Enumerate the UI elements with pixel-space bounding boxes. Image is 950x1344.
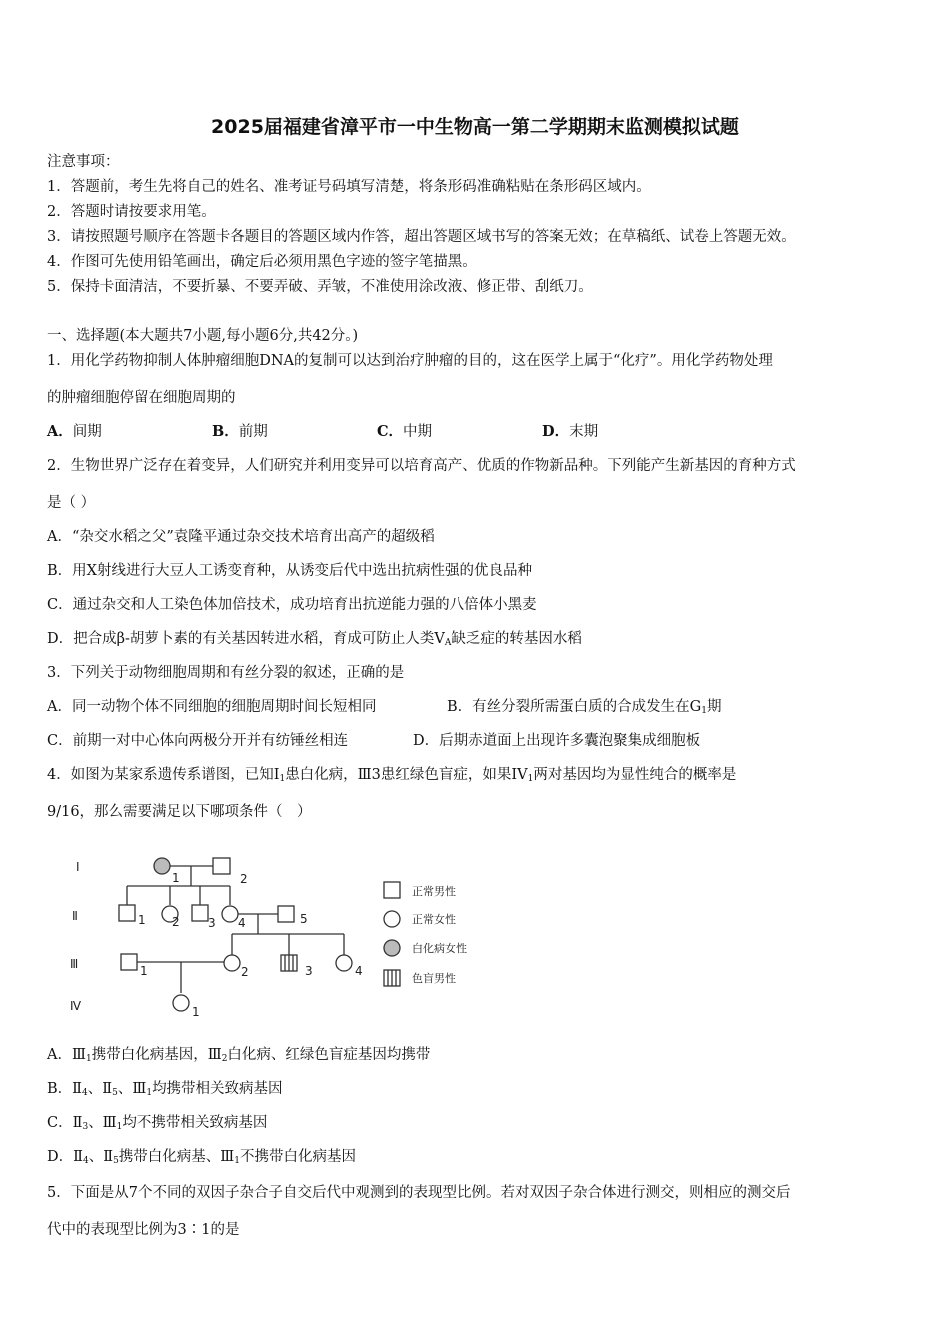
ind-num: 3: [305, 964, 313, 978]
q3-option-c: C．前期一对中心体向两极分开并有纺锤丝相连: [47, 733, 349, 749]
ind-num: 1: [138, 913, 146, 927]
q1-stem-line1: 1．用化学药物抑制人体肿瘤细胞DNA的复制可以达到治疗肿瘤的目的，这在医学上属于“化疗”。用化学药物处理: [47, 353, 773, 369]
q3-option-a: A．同一动物个体不同细胞的细胞周期时间长短相同: [47, 699, 377, 715]
q1-stem-line2: 的肿瘤细胞停留在细胞周期的: [47, 390, 236, 406]
q1-option-c: C．中期: [377, 423, 433, 440]
gen-label: Ⅳ: [70, 999, 82, 1013]
gen4-1-female: [173, 995, 189, 1011]
legend-albino-female-symbol: [384, 940, 400, 956]
ind-num: 2: [240, 872, 248, 886]
section-heading: 一、选择题(本大题共7小题,每小题6分,共42分。): [47, 328, 359, 344]
notice-heading: 注意事项：: [47, 154, 120, 170]
ind-num: 2: [172, 915, 180, 929]
ind-num: 1: [192, 1005, 200, 1019]
gen2-5-male: [278, 906, 294, 922]
ind-num: 1: [140, 964, 148, 978]
q2-option-a: A．“杂交水稻之父”袁隆平通过杂交技术培育出高产的超级稻: [47, 529, 435, 545]
legend-male-symbol: [384, 882, 400, 898]
notice-item: 2．答题时请按要求用笔。: [47, 204, 216, 220]
q3-stem: 3．下列关于动物细胞周期和有丝分裂的叙述，正确的是: [47, 665, 405, 681]
q4-option-b: B．$Ⅱ_4$、$Ⅱ_5$、$Ⅲ_1$均携带相关致病基因: [47, 1081, 283, 1098]
q1-option-d: D．末期: [542, 423, 599, 440]
gen1-female-albino: [154, 858, 170, 874]
page-title: 2025届福建省漳平市一中生物高一第二学期期末监测模拟试题: [211, 116, 739, 138]
notice-item: 4．作图可先使用铅笔画出，确定后必须用黑色字迹的签字笔描黑。: [47, 254, 477, 270]
ind-num: 2: [241, 965, 249, 979]
pedigree-chart: [60, 850, 500, 1020]
notice-item: 3．请按照题号顺序在答题卡各题目的答题区域内作答，超出答题区域书写的答案无效；在草稿纸、试卷上答题无效。: [47, 229, 796, 245]
ind-num: 4: [355, 964, 363, 978]
q5-stem-line2: 代中的表现型比例为3∶1的是: [47, 1222, 240, 1238]
legend-label: 正常男性: [412, 885, 456, 898]
legend-label: 白化病女性: [412, 942, 467, 955]
q1-option-b: B．前期: [212, 423, 268, 440]
ind-num: 5: [300, 912, 308, 926]
notice-item: 5．保持卡面清洁，不要折暴、不要弄破、弄皱，不准使用涂改液、修正带、刮纸刀。: [47, 279, 593, 295]
ind-num: 3: [208, 916, 216, 930]
q4-option-a: A．$Ⅲ_1$携带白化病基因，$Ⅲ_2$白化病、红绿色盲症基因均携带: [47, 1047, 431, 1064]
gen-label: Ⅲ: [70, 957, 79, 971]
gen2-4-female: [222, 906, 238, 922]
q3-option-d: D．后期赤道面上出现许多囊泡聚集成细胞板: [413, 733, 701, 749]
gen3-4-female: [336, 955, 352, 971]
notice-item: 1．答题前，考生先将自己的姓名、准考证号码填写清楚，将条形码准确粘贴在条形码区域内。: [47, 179, 651, 195]
ind-num: 1: [172, 871, 180, 885]
gen-label: Ⅰ: [76, 860, 80, 874]
q4-stem-line2: 9/16，那么需要满足以下哪项条件（ ）: [47, 804, 312, 820]
q3-option-b: B．有丝分裂所需蛋白质的合成发生在$G_1$期: [447, 699, 722, 716]
q5-stem-line1: 5．下面是从7个不同的双因子杂合子自交后代中观测到的表现型比例。若对双因子杂合体进行测交，则相应的测交后: [47, 1185, 791, 1201]
q1-option-a: A．间期: [47, 423, 102, 440]
q2-option-d: D．把合成β-胡萝卜素的有关基因转进水稻，育成可防止人类$V_A$缺乏症的转基因水稻: [47, 631, 582, 648]
gen2-1-male: [119, 905, 135, 921]
q2-stem-line2: 是（ ）: [47, 495, 96, 511]
gen3-1-male: [121, 954, 137, 970]
q4-option-c: C．$Ⅱ_3$、$Ⅲ_1$均不携带相关致病基因: [47, 1115, 268, 1132]
gen2-3-male: [192, 905, 208, 921]
gen1-male-normal: [213, 858, 230, 874]
q4-option-d: D．$Ⅱ_4$、$Ⅱ_5$携带白化病基、$Ⅲ_1$不携带白化病基因: [47, 1149, 357, 1166]
legend-female-symbol: [384, 911, 400, 927]
legend-label: 色盲男性: [412, 972, 456, 985]
q4-stem-line1: 4．如图为某家系遗传系谱图，已知$Ⅰ_1$患白化病，Ⅲ3患红绿色盲症，如果$IV_1$两对基因均为显性纯合的概率是: [47, 767, 737, 784]
legend-label: 正常女性: [412, 913, 456, 926]
gen3-2-female: [224, 955, 240, 971]
q2-option-c: C．通过杂交和人工染色体加倍技术，成功培育出抗逆能力强的八倍体小黑麦: [47, 597, 537, 613]
ind-num: 4: [238, 916, 246, 930]
q2-stem-line1: 2．生物世界广泛存在着变异，人们研究并利用变异可以培育高产、优质的作物新品种。下列能产生新基因的育种方式: [47, 458, 796, 474]
q2-option-b: B．用X射线进行大豆人工诱变育种，从诱变后代中选出抗病性强的优良品种: [47, 563, 532, 579]
gen-label: Ⅱ: [72, 909, 78, 923]
